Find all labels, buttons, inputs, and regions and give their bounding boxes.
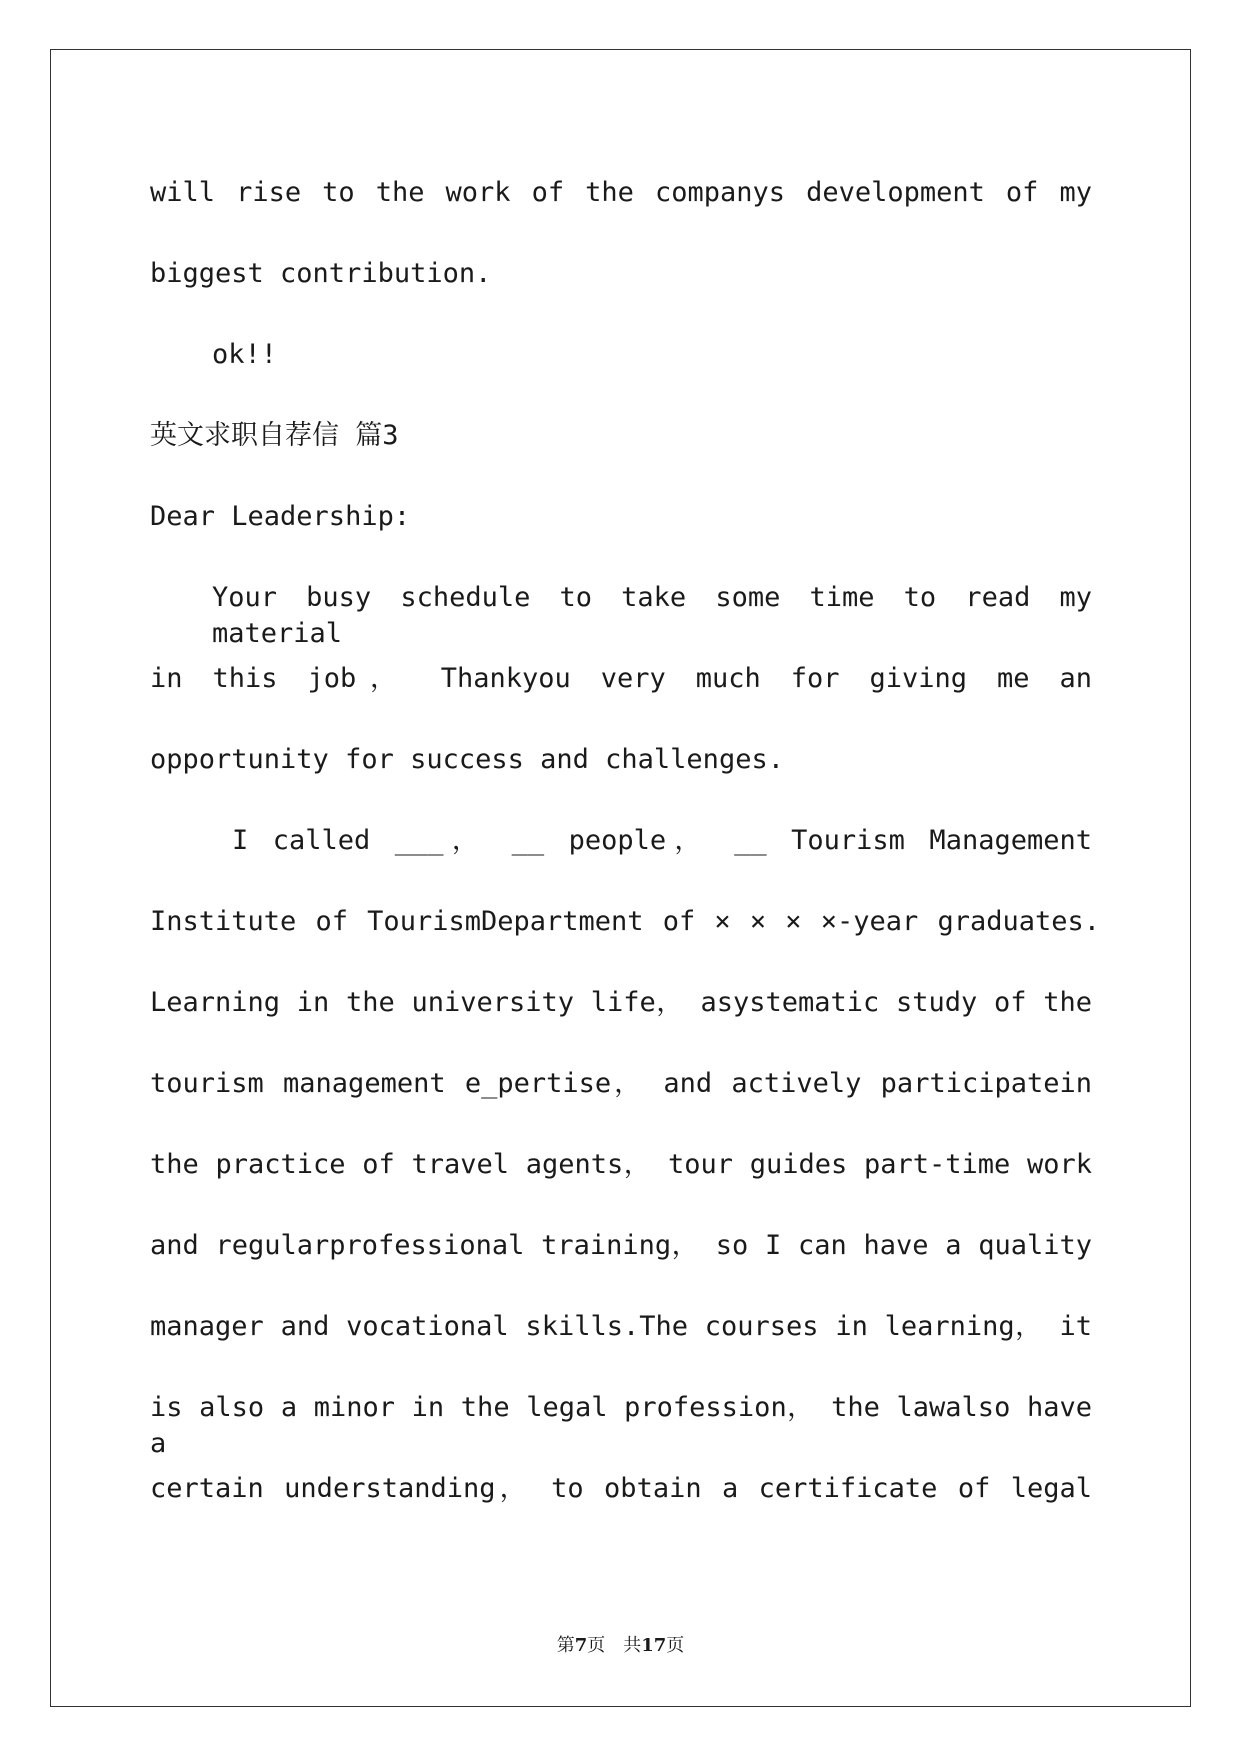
footer-suffix: 页 <box>666 1635 685 1656</box>
salutation: Dear Leadership: <box>150 501 411 532</box>
body-line: will rise to the work of the companys development of my <box>150 177 1092 208</box>
body-line: manager and vocational skills.The courses in learning， it <box>150 1311 1092 1342</box>
body-line: opportunity for success and challenges. <box>150 744 784 775</box>
footer-prefix: 第 <box>556 1635 575 1656</box>
body-line: tourism management e_pertise， and actively participatein <box>150 1068 1092 1099</box>
body-line: is also a minor in the legal profession， the lawalso have a <box>150 1392 1092 1459</box>
page-footer <box>0 1631 1241 1657</box>
body-line: biggest contribution. <box>150 258 492 289</box>
body-line: the practice of travel agents， tour guides part-time work <box>150 1149 1092 1180</box>
page-total: 17 <box>641 1635 667 1656</box>
body-line: ok!! <box>212 339 278 370</box>
body-line: Institute of TourismDepartment of × × × ×-year graduates. <box>150 906 1100 937</box>
body-line: Learning in the university life， asystematic study of the <box>150 987 1092 1018</box>
page-number: 7 <box>574 1635 588 1656</box>
body-line: in this job， Thankyou very much for giving me an <box>150 663 1092 694</box>
body-line: and regularprofessional training， so I can have a quality <box>150 1230 1092 1261</box>
body-line: certain understanding， to obtain a certificate of legal <box>150 1473 1092 1504</box>
body-line: Your busy schedule to take some time to read my material <box>212 582 1092 649</box>
body-line: I called ___， __ people， __ Tourism Management <box>232 825 1092 856</box>
section-heading: 英文求职自荐信 篇3 <box>150 420 399 451</box>
footer-mid: 页 共 <box>587 1635 642 1656</box>
